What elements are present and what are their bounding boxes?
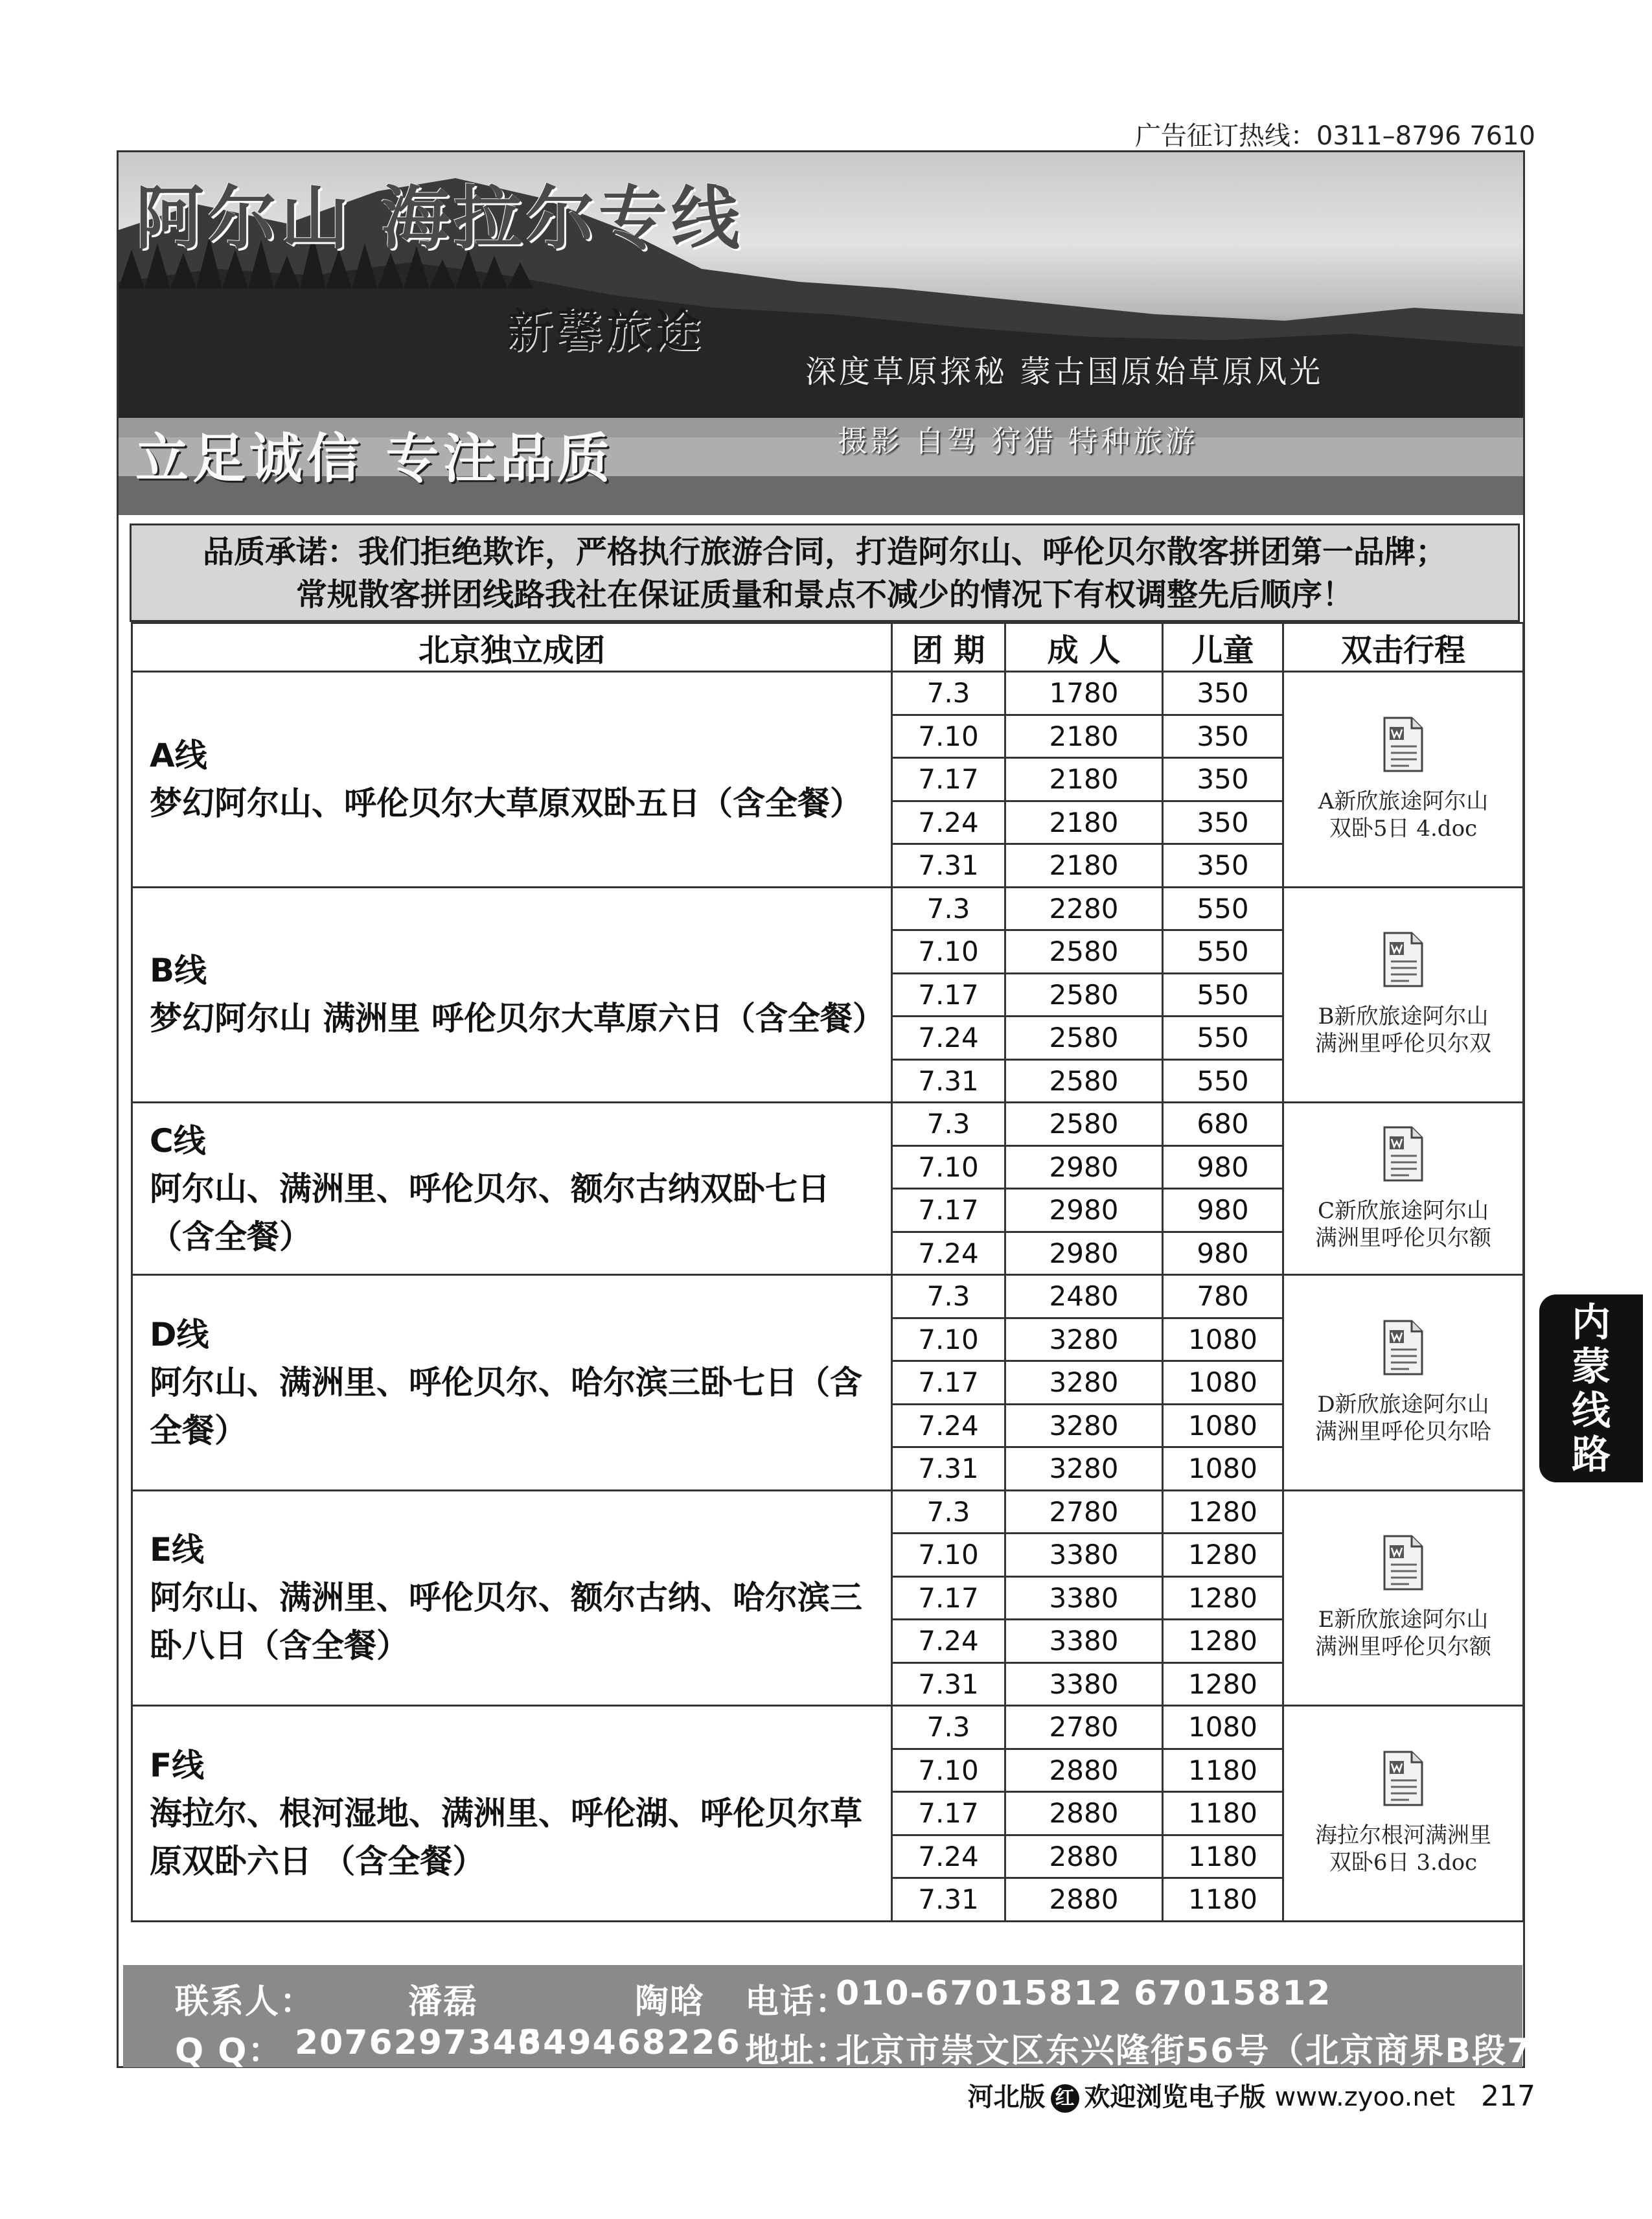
phone-number-2: 67015812 [1134,1974,1332,2013]
table-header-row [132,623,1524,672]
header-adult: 成 人 [1005,623,1163,672]
banner-slogan: 立足诚信 专注品质 [135,428,614,490]
child-price: 1180 [1163,1792,1283,1835]
departure-date: 7.24 [892,1404,1005,1447]
doc-name-line-2: 满洲里呼伦贝尔额 [1315,1224,1491,1251]
departure-date: 7.24 [892,1232,1005,1275]
adult-price: 3380 [1005,1620,1163,1663]
departure-date: 7.24 [892,1620,1005,1663]
child-price: 1080 [1163,1706,1283,1749]
adult-price: 2580 [1005,930,1163,974]
adult-price: 3280 [1005,1318,1163,1361]
child-price: 980 [1163,1189,1283,1232]
child-price: 1280 [1163,1620,1283,1663]
adult-price: 2480 [1005,1275,1163,1318]
banner [119,152,1523,515]
route-code: B线 [150,952,207,990]
child-price: 1080 [1163,1447,1283,1491]
adult-price: 3280 [1005,1404,1163,1447]
doc-name-line-2: 满洲里呼伦贝尔双 [1315,1031,1491,1057]
publisher-logo: 红 [1051,2084,1079,2113]
word-document-icon[interactable] [1285,932,1522,994]
departure-date: 7.3 [892,1275,1005,1318]
table-row [132,672,1524,715]
doc-name-line-1: E新欣旅途阿尔山 [1318,1607,1489,1633]
child-price: 980 [1163,1232,1283,1275]
doc-name-line-2: 满洲里呼伦贝尔额 [1315,1634,1491,1661]
adult-price: 2180 [1005,844,1163,888]
page-number: 217 [1481,2080,1535,2113]
child-price: 1280 [1163,1576,1283,1620]
child-price: 1280 [1163,1490,1283,1534]
adult-price: 2580 [1005,973,1163,1017]
side-tab-char: 蒙 [1572,1344,1611,1390]
doc-name-line-1: A新欣旅途阿尔山 [1318,788,1489,814]
route-code: D线 [150,1315,209,1353]
route-description: 梦幻阿尔山、呼伦贝尔大草原双卧五日（含全餐） [150,784,862,822]
child-price: 550 [1163,973,1283,1017]
edition-label: 河北版 [967,2082,1046,2112]
departure-date: 7.24 [892,1835,1005,1878]
child-price: 1080 [1163,1361,1283,1405]
itinerary-doc-link[interactable] [1283,1706,1524,1922]
child-price: 550 [1163,1059,1283,1103]
side-tab-char: 路 [1572,1432,1611,1478]
phone-label: 电话： [745,1983,851,2021]
adult-price: 2880 [1005,1749,1163,1792]
child-price: 980 [1163,1145,1283,1189]
child-price: 1180 [1163,1835,1283,1878]
child-price: 1180 [1163,1749,1283,1792]
child-price: 1180 [1163,1878,1283,1922]
adult-price: 2180 [1005,758,1163,801]
route-cell [132,1706,892,1922]
route-code: F线 [150,1746,205,1784]
adult-price: 2580 [1005,1017,1163,1060]
adult-price: 1780 [1005,672,1163,715]
doc-name-line-2: 双卧5日 4.doc [1329,815,1478,842]
adult-price: 2280 [1005,887,1163,930]
itinerary-doc-link[interactable] [1283,1103,1524,1275]
page-footer [968,2076,1535,2113]
route-description: 梦幻阿尔山 满洲里 呼伦贝尔大草原六日（含全餐） [150,1000,885,1038]
table-row [132,1103,1524,1146]
doc-name-line-1: 海拉尔根河满洲里 [1315,1822,1491,1848]
child-price: 550 [1163,1017,1283,1060]
word-document-icon[interactable] [1285,717,1522,779]
departure-date: 7.3 [892,672,1005,715]
route-price-table [131,622,1524,1922]
adult-price: 2580 [1005,1059,1163,1103]
qq-number-1: 2076297346 [295,2023,542,2062]
route-code: C线 [150,1121,206,1160]
departure-date: 7.3 [892,1706,1005,1749]
adult-price: 2980 [1005,1189,1163,1232]
departure-date: 7.10 [892,1534,1005,1577]
adult-price: 2880 [1005,1878,1163,1922]
contact-person-1: 潘磊 [408,1983,479,2021]
adult-price: 3280 [1005,1361,1163,1405]
itinerary-doc-link[interactable] [1283,1275,1524,1491]
departure-date: 7.17 [892,1361,1005,1405]
qq-number-2: 349468226 [518,2023,741,2062]
child-price: 350 [1163,672,1283,715]
departure-date: 7.24 [892,801,1005,844]
departure-date: 7.17 [892,1792,1005,1835]
child-price: 350 [1163,844,1283,888]
adult-price: 2180 [1005,715,1163,758]
route-code: A线 [150,736,207,774]
adult-price: 2780 [1005,1490,1163,1534]
departure-date: 7.17 [892,758,1005,801]
itinerary-doc-link[interactable] [1283,887,1524,1103]
header-child: 儿童 [1163,623,1283,672]
adult-price: 3380 [1005,1662,1163,1706]
child-price: 350 [1163,758,1283,801]
banner-title: 阿尔山 海拉尔专线 [135,178,744,259]
child-price: 1080 [1163,1318,1283,1361]
child-price: 550 [1163,887,1283,930]
side-tab-char: 内 [1572,1300,1611,1346]
adult-price: 3380 [1005,1576,1163,1620]
itinerary-doc-link[interactable] [1283,672,1524,888]
adult-price: 2880 [1005,1835,1163,1878]
promise-line-1: 品质承诺：我们拒绝欺诈，严格执行旅游合同，打造阿尔山、呼伦贝尔散客拼团第一品牌； [202,534,1447,570]
departure-date: 7.31 [892,1878,1005,1922]
address: 北京市崇文区东兴隆街56号（北京商界B段740室） [836,2032,1651,2071]
departure-date: 7.17 [892,973,1005,1017]
word-document-icon[interactable] [1285,1535,1522,1597]
departure-date: 7.17 [892,1576,1005,1620]
departure-date: 7.3 [892,1490,1005,1534]
phone-number-1: 010-67015812 [836,1974,1123,2013]
qq-label: Q Q： [175,2032,283,2071]
address-label: 地址： [745,2032,851,2071]
word-document-icon[interactable] [1285,1126,1522,1188]
route-description: 海拉尔、根河湿地、满洲里、呼伦湖、呼伦贝尔草原双卧六日 （含全餐） [150,1794,862,1880]
departure-date: 7.10 [892,930,1005,974]
route-cell [132,1490,892,1706]
website-link[interactable]: www.zyoo.net [1274,2082,1456,2112]
doc-name-line-1: D新欣旅途阿尔山 [1317,1391,1489,1418]
child-price: 1280 [1163,1662,1283,1706]
adult-price: 3380 [1005,1534,1163,1577]
child-price: 780 [1163,1275,1283,1318]
banner-subtitle-2: 摄影 自驾 狩猎 特种旅游 [838,424,1198,459]
doc-name-line-1: B新欣旅途阿尔山 [1318,1004,1489,1030]
departure-date: 7.31 [892,1447,1005,1491]
adult-price: 2980 [1005,1145,1163,1189]
child-price: 1080 [1163,1404,1283,1447]
departure-date: 7.3 [892,887,1005,930]
ad-hotline: 广告征订热线：0311–8796 7610 [1134,121,1535,151]
departure-date: 7.31 [892,844,1005,888]
side-tab-inner-mongolia-routes [1539,1294,1643,1482]
adult-price: 2780 [1005,1706,1163,1749]
adult-price: 2980 [1005,1232,1163,1275]
doc-name-line-2: 双卧6日 3.doc [1329,1849,1478,1876]
header-itinerary: 双击行程 [1283,623,1524,672]
banner-company: 新馨旅途 [507,304,704,358]
word-document-icon[interactable] [1285,1320,1522,1382]
header-route: 北京独立成团 [132,623,892,672]
child-price: 680 [1163,1103,1283,1146]
child-price: 550 [1163,930,1283,974]
contact-label: 联系人： [175,1983,315,2021]
departure-date: 7.31 [892,1059,1005,1103]
departure-date: 7.10 [892,1145,1005,1189]
departure-date: 7.3 [892,1103,1005,1146]
route-cell [132,1103,892,1275]
route-description: 阿尔山、满洲里、呼伦贝尔、哈尔滨三卧七日（含全餐） [150,1363,862,1449]
route-description: 阿尔山、满洲里、呼伦贝尔、额尔古纳双卧七日（含全餐） [150,1169,830,1256]
departure-date: 7.24 [892,1017,1005,1060]
word-document-icon[interactable] [1285,1751,1522,1813]
side-tab-char: 线 [1572,1388,1611,1434]
route-cell [132,672,892,888]
route-code: E线 [150,1531,205,1569]
adult-price: 2580 [1005,1103,1163,1146]
departure-date: 7.31 [892,1662,1005,1706]
table-row [132,887,1524,930]
child-price: 350 [1163,715,1283,758]
contact-bar [123,1965,1651,2071]
adult-price: 3280 [1005,1447,1163,1491]
quality-promise [130,523,1520,622]
route-description: 阿尔山、满洲里、呼伦贝尔、额尔古纳、哈尔滨三卧八日（含全餐） [150,1579,862,1665]
route-cell [132,1275,892,1491]
contact-person-2: 陶晗 [635,1983,706,2021]
adult-price: 2180 [1005,801,1163,844]
adult-price: 2880 [1005,1792,1163,1835]
departure-date: 7.17 [892,1189,1005,1232]
child-price: 1280 [1163,1534,1283,1577]
doc-name-line-1: C新欣旅途阿尔山 [1317,1197,1489,1224]
departure-date: 7.10 [892,715,1005,758]
header-date: 团 期 [892,623,1005,672]
departure-date: 7.10 [892,1318,1005,1361]
table-row [132,1275,1524,1318]
footer-slogan: 欢迎浏览电子版 [1084,2082,1266,2112]
table-row [132,1490,1524,1534]
itinerary-doc-link[interactable] [1283,1490,1524,1706]
departure-date: 7.10 [892,1749,1005,1792]
banner-subtitle-1: 深度草原探秘 蒙古国原始草原风光 [805,354,1324,390]
doc-name-line-2: 满洲里呼伦贝尔哈 [1315,1418,1491,1445]
child-price: 350 [1163,801,1283,844]
route-cell [132,887,892,1103]
table-row [132,1706,1524,1749]
promise-line-2: 常规散客拼团线路我社在保证质量和景点不减少的情况下有权调整先后顺序！ [295,577,1353,613]
